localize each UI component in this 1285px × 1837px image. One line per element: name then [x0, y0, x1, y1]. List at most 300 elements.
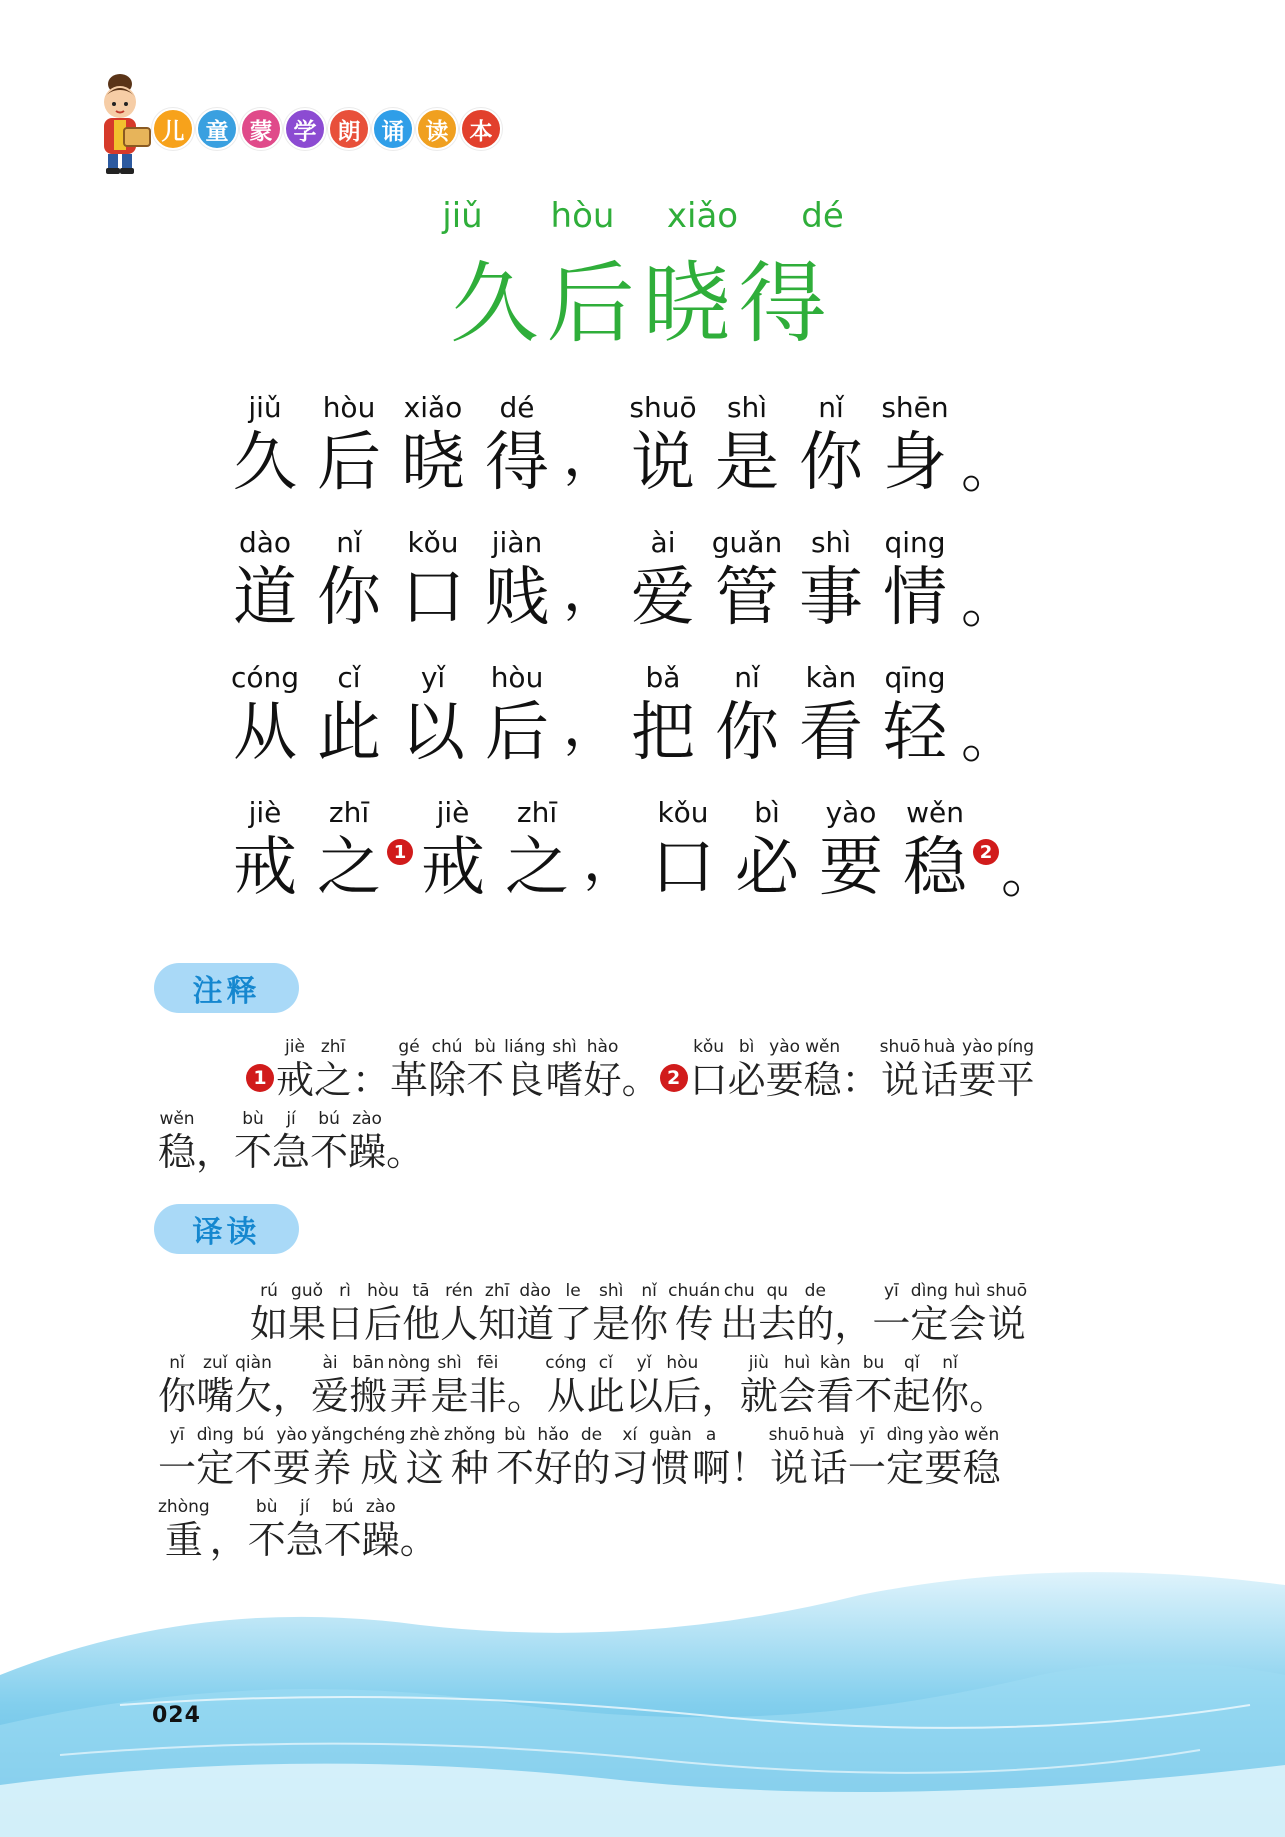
ruby-character	[728, 1036, 766, 1102]
poem-punctuation: ，	[563, 559, 619, 624]
poem-character	[623, 660, 703, 770]
pinyin: dào	[519, 1281, 551, 1301]
hanzi: 成	[360, 1446, 399, 1490]
pinyin: rén	[445, 1281, 474, 1301]
pinyin: qu	[766, 1281, 789, 1301]
poem-character	[727, 795, 807, 905]
pinyin: bú	[331, 1497, 354, 1517]
ruby-character	[326, 1280, 364, 1346]
ruby-character	[986, 1280, 1027, 1346]
hanzi: 好	[534, 1446, 573, 1490]
translation-line	[158, 1496, 1128, 1562]
ruby-character	[210, 1496, 248, 1562]
poem-character	[875, 525, 955, 635]
pinyin: huì	[954, 1281, 981, 1301]
ruby-character	[842, 1036, 880, 1102]
ruby-character	[554, 1280, 592, 1346]
translation-line	[158, 1352, 1128, 1418]
hanzi: 是	[430, 1374, 469, 1418]
hanzi: 不	[854, 1374, 893, 1418]
poem-punctuation: 。	[961, 571, 1017, 636]
ruby-character	[496, 1424, 534, 1490]
title-pinyin	[0, 196, 1285, 238]
ruby-character	[587, 1352, 625, 1418]
pinyin: cóng	[545, 1353, 587, 1373]
pinyin: xiǎo	[403, 391, 463, 424]
hanzi: 。	[621, 1058, 660, 1102]
poem-character	[413, 795, 493, 905]
hanzi: 必	[735, 831, 799, 905]
ruby-character	[816, 1352, 854, 1418]
ruby-character	[910, 1280, 948, 1346]
hanzi: ，	[834, 1302, 873, 1346]
pinyin: dìng	[196, 1425, 234, 1445]
pinyin: jiù	[748, 1353, 769, 1373]
watercolor-waves-decoration	[0, 1555, 1285, 1837]
pinyin: huì	[783, 1353, 811, 1373]
hanzi: 如	[250, 1302, 289, 1346]
footnote-marker: 2	[660, 1064, 688, 1092]
poem-character	[309, 525, 389, 635]
ruby-character	[250, 1280, 288, 1346]
hanzi: 稳	[962, 1446, 1001, 1490]
pinyin: yào	[825, 796, 877, 829]
ruby-character	[834, 1280, 872, 1346]
poem-character	[791, 660, 871, 770]
pinyin: rì	[339, 1281, 351, 1301]
hanzi: 道	[233, 561, 297, 635]
ruby-character	[288, 1280, 326, 1346]
pinyin: gé	[398, 1037, 420, 1057]
ruby-character	[855, 1352, 893, 1418]
poem-character	[643, 795, 723, 905]
hanzi: 久	[233, 426, 297, 500]
ruby-character	[507, 1352, 545, 1418]
footnote-marker: 1	[387, 839, 413, 865]
hanzi: 是	[592, 1302, 631, 1346]
ruby-character	[622, 1036, 660, 1102]
pinyin: qǐ	[904, 1353, 920, 1373]
ruby-character	[352, 1036, 390, 1102]
hanzi: 晓	[401, 426, 465, 500]
hanzi: 戒	[276, 1058, 315, 1102]
pinyin: zào	[365, 1497, 396, 1517]
pinyin: bu	[862, 1353, 885, 1373]
poem-character	[477, 390, 557, 500]
hanzi: 爱	[311, 1374, 350, 1418]
pinyin: bù	[255, 1497, 278, 1517]
hanzi: 不	[495, 1446, 534, 1490]
ruby-character	[324, 1496, 362, 1562]
ruby-character	[958, 1036, 996, 1102]
hanzi: 从	[546, 1374, 585, 1418]
pinyin: hǎo	[537, 1425, 570, 1445]
series-title-bubbles	[152, 108, 502, 150]
hanzi: 不	[466, 1058, 505, 1102]
hanzi: 把	[631, 696, 695, 770]
pinyin: bù	[242, 1109, 264, 1129]
title-pinyin-syllable: jiǔ	[442, 196, 483, 236]
pinyin: bù	[504, 1425, 526, 1445]
ruby-character	[920, 1036, 958, 1102]
hanzi: 后	[663, 1374, 702, 1418]
pinyin: shì	[552, 1037, 577, 1057]
hanzi: 说	[987, 1302, 1026, 1346]
pinyin: bú	[242, 1425, 265, 1445]
hanzi: 说	[881, 1058, 920, 1102]
hanzi: 革	[390, 1058, 429, 1102]
pinyin: bǎ	[645, 661, 681, 694]
hanzi: 定	[910, 1302, 949, 1346]
poem-character	[497, 795, 577, 905]
pinyin: shì	[726, 391, 768, 424]
pinyin: jiè	[248, 796, 282, 829]
pinyin: qīng	[884, 661, 946, 694]
pinyin: xí	[622, 1425, 638, 1445]
pinyin: jiàn	[491, 526, 543, 559]
title-pinyin-syllable: hòu	[550, 196, 615, 236]
hanzi: 口	[689, 1058, 728, 1102]
ruby-character	[400, 1496, 438, 1562]
pinyin: yào	[962, 1037, 993, 1057]
hanzi: 就	[739, 1374, 778, 1418]
pinyin: hòu	[367, 1281, 400, 1301]
poem-character	[309, 390, 389, 500]
pinyin: jiè	[436, 796, 470, 829]
hanzi: 种	[450, 1446, 489, 1490]
ruby-character	[692, 1424, 730, 1490]
series-char-bubble: 朗	[328, 108, 370, 150]
pinyin: zhī	[484, 1281, 510, 1301]
hanzi: 稳	[803, 1058, 842, 1102]
notes-label: 注释	[154, 963, 299, 1013]
pinyin: píng	[996, 1037, 1035, 1057]
hanzi: 之	[317, 831, 381, 905]
pinyin: chuán	[668, 1281, 721, 1301]
hanzi: ：	[352, 1058, 391, 1102]
hanzi: 去	[758, 1302, 797, 1346]
hanzi: 此	[586, 1374, 625, 1418]
pinyin: chú	[431, 1037, 463, 1057]
ruby-character	[572, 1424, 610, 1490]
footnote-marker: 2	[973, 839, 999, 865]
pinyin: kǒu	[657, 796, 709, 829]
pinyin: dào	[238, 526, 292, 559]
notes-line	[158, 1108, 1128, 1174]
ruby-character	[997, 1036, 1035, 1102]
hanzi: 戒	[233, 831, 297, 905]
hanzi: 。	[386, 1130, 425, 1174]
pinyin: liáng	[504, 1037, 546, 1057]
hanzi: 出	[720, 1302, 759, 1346]
pinyin: ài	[650, 526, 676, 559]
hanzi: 后	[485, 696, 549, 770]
ruby-character	[348, 1108, 386, 1174]
ruby-character	[402, 1280, 440, 1346]
hanzi: 不	[234, 1130, 273, 1174]
poem-character	[309, 660, 389, 770]
hanzi: 会	[778, 1374, 817, 1418]
ruby-character	[893, 1352, 931, 1418]
pinyin: jiǔ	[248, 391, 282, 424]
hanzi: 以	[625, 1374, 664, 1418]
ruby-character	[625, 1352, 663, 1418]
pinyin: jiè	[285, 1037, 305, 1057]
poem-character	[707, 525, 787, 635]
pinyin: chéng	[353, 1425, 406, 1445]
hanzi: 一	[847, 1446, 886, 1490]
hanzi: 弄	[389, 1374, 428, 1418]
notes-line	[246, 1036, 1216, 1102]
pinyin: jí	[299, 1497, 310, 1517]
ruby-character	[740, 1352, 778, 1418]
footnote-marker: 1	[246, 1064, 274, 1092]
hanzi: 搬	[349, 1374, 388, 1418]
hanzi: 的	[572, 1446, 611, 1490]
poem-character	[875, 660, 955, 770]
pinyin: bú	[318, 1109, 340, 1129]
hanzi: 重	[164, 1518, 203, 1562]
hanzi: 你	[799, 426, 863, 500]
poem-character	[309, 795, 389, 905]
ruby-character	[362, 1496, 400, 1562]
hanzi: 你	[931, 1374, 970, 1418]
ruby-character	[406, 1424, 444, 1490]
pinyin: yǐ	[420, 661, 446, 694]
child-reading-mascot-icon	[90, 68, 154, 176]
poem-character	[393, 660, 473, 770]
poem-character	[707, 390, 787, 500]
pinyin: bì	[738, 1037, 755, 1057]
poem-punctuation: ，	[563, 424, 619, 489]
ruby-character	[388, 1352, 431, 1418]
ruby-character	[516, 1280, 554, 1346]
translation-label: 译读	[154, 1204, 299, 1254]
ruby-character	[730, 1424, 768, 1490]
hanzi: 的	[796, 1302, 835, 1346]
ruby-character	[702, 1352, 740, 1418]
hanzi: ，	[196, 1130, 235, 1174]
hanzi: 是	[715, 426, 779, 500]
hanzi: ，	[209, 1518, 248, 1562]
hanzi: ：	[841, 1058, 880, 1102]
hanzi: 稳	[158, 1130, 197, 1174]
ruby-character	[663, 1352, 701, 1418]
translation-line	[158, 1424, 1128, 1490]
series-char-bubble: 本	[460, 108, 502, 150]
pinyin: nǐ	[169, 1353, 185, 1373]
hanzi: 不	[247, 1518, 286, 1562]
pinyin: dìng	[886, 1425, 924, 1445]
pinyin: kǒu	[407, 526, 459, 559]
hanzi: 看	[799, 696, 863, 770]
ruby-character	[196, 1352, 234, 1418]
poem-character	[707, 660, 787, 770]
poem-character	[791, 390, 871, 500]
hanzi: 口	[401, 561, 465, 635]
ruby-character	[931, 1352, 969, 1418]
hanzi: 这	[405, 1446, 444, 1490]
pinyin: cǐ	[337, 661, 361, 694]
translation-line	[250, 1280, 1220, 1346]
ruby-character	[158, 1352, 196, 1418]
hanzi: 急	[272, 1130, 311, 1174]
hanzi: 话	[809, 1446, 848, 1490]
pinyin: nǐ	[641, 1281, 657, 1301]
title-pinyin-syllable: xiǎo	[666, 196, 739, 236]
pinyin: kǒu	[693, 1037, 725, 1057]
ruby-character	[353, 1424, 405, 1490]
ruby-character	[545, 1352, 586, 1418]
hanzi: 日	[326, 1302, 365, 1346]
pinyin: le	[565, 1281, 581, 1301]
pinyin: zhòng	[158, 1497, 210, 1517]
hanzi: 你	[158, 1374, 197, 1418]
ruby-character	[311, 1352, 349, 1418]
ruby-character	[720, 1280, 758, 1346]
hanzi: 躁	[361, 1518, 400, 1562]
hanzi: 传	[675, 1302, 714, 1346]
title-pinyin-syllable: dé	[801, 196, 844, 236]
ruby-character	[390, 1036, 428, 1102]
hanzi: 他	[402, 1302, 441, 1346]
pinyin: dìng	[910, 1281, 948, 1301]
pinyin: zào	[352, 1109, 382, 1129]
poem-character	[393, 390, 473, 500]
pinyin: a	[705, 1425, 717, 1445]
series-char-bubble: 读	[416, 108, 458, 150]
ruby-character	[286, 1496, 324, 1562]
poem-character	[895, 795, 975, 905]
ruby-character	[886, 1424, 924, 1490]
pinyin: bù	[474, 1037, 496, 1057]
poem-character	[623, 525, 703, 635]
hanzi: 要	[958, 1058, 997, 1102]
pinyin: yào	[927, 1425, 959, 1445]
ruby-character	[534, 1424, 572, 1490]
series-char-bubble: 童	[196, 108, 238, 150]
ruby-character	[273, 1424, 311, 1490]
hanzi: 戒	[421, 831, 485, 905]
ruby-character	[546, 1036, 584, 1102]
pinyin: huà	[923, 1037, 956, 1057]
poem-punctuation: ，	[583, 829, 639, 894]
ruby-character	[444, 1424, 496, 1490]
ruby-character	[592, 1280, 630, 1346]
pinyin: zuǐ	[203, 1353, 228, 1373]
hanzi: 要	[819, 831, 883, 905]
hanzi: 定	[886, 1446, 925, 1490]
hanzi: 后	[364, 1302, 403, 1346]
ruby-character	[948, 1280, 986, 1346]
hanzi: 爱	[631, 561, 695, 635]
ruby-character	[963, 1424, 1001, 1490]
ruby-character	[584, 1036, 622, 1102]
pinyin: kàn	[805, 661, 857, 694]
ruby-character	[158, 1424, 196, 1490]
ruby-character	[276, 1036, 314, 1102]
pinyin: guàn	[649, 1425, 692, 1445]
hanzi: ！	[730, 1446, 769, 1490]
poem-character	[623, 390, 703, 500]
hanzi: 好	[583, 1058, 622, 1102]
hanzi: 情	[883, 561, 947, 635]
pinyin: wěn	[805, 1037, 841, 1057]
pinyin: zhī	[328, 796, 370, 829]
ruby-character	[969, 1352, 1007, 1418]
hanzi: 嘴	[196, 1374, 235, 1418]
hanzi: 管	[715, 561, 779, 635]
pinyin: cóng	[230, 661, 300, 694]
pinyin: ài	[322, 1353, 338, 1373]
hanzi: 之	[505, 831, 569, 905]
hanzi: 之	[314, 1058, 353, 1102]
ruby-character	[248, 1496, 286, 1562]
poem-character	[393, 525, 473, 635]
ruby-character	[649, 1424, 692, 1490]
poem-character	[875, 390, 955, 500]
hanzi: 此	[317, 696, 381, 770]
hanzi: 嗜	[545, 1058, 584, 1102]
hanzi: 不	[310, 1130, 349, 1174]
ruby-character	[235, 1352, 273, 1418]
ruby-character	[430, 1352, 468, 1418]
hanzi: 贱	[485, 561, 549, 635]
ruby-character	[769, 1424, 810, 1490]
ruby-character	[504, 1036, 545, 1102]
pinyin: yī	[883, 1281, 899, 1301]
ruby-character	[311, 1424, 353, 1490]
poem-character	[477, 525, 557, 635]
hanzi: 急	[285, 1518, 324, 1562]
ruby-character	[810, 1424, 848, 1490]
hanzi: 要	[924, 1446, 963, 1490]
pinyin: kàn	[819, 1353, 851, 1373]
hanzi: 要	[765, 1058, 804, 1102]
pinyin: de	[580, 1425, 603, 1445]
hanzi: 。	[969, 1374, 1008, 1418]
pinyin: rú	[260, 1281, 278, 1301]
pinyin: qing	[884, 526, 946, 559]
series-char-bubble: 儿	[152, 108, 194, 150]
hanzi: 养	[313, 1446, 352, 1490]
hanzi: 除	[428, 1058, 467, 1102]
ruby-character	[364, 1280, 402, 1346]
ruby-character	[872, 1280, 910, 1346]
pinyin: shēn	[881, 391, 949, 424]
hanzi: 人	[440, 1302, 479, 1346]
hanzi: 话	[920, 1058, 959, 1102]
pinyin: wěn	[906, 796, 964, 829]
hanzi: 。	[399, 1518, 438, 1562]
pinyin: nǐ	[818, 391, 844, 424]
ruby-character	[630, 1280, 668, 1346]
hanzi: 你	[317, 561, 381, 635]
hanzi: 知	[478, 1302, 517, 1346]
poem-punctuation: 。	[961, 436, 1017, 501]
hanzi: 从	[233, 696, 297, 770]
hanzi: 啊	[692, 1446, 731, 1490]
ruby-character	[880, 1036, 921, 1102]
hanzi: 。	[506, 1374, 545, 1418]
series-char-bubble: 学	[284, 108, 326, 150]
pinyin: shuō	[879, 1037, 921, 1057]
pinyin: wěn	[159, 1109, 195, 1129]
pinyin: cǐ	[598, 1353, 613, 1373]
pinyin: nǐ	[734, 661, 760, 694]
hanzi: 看	[816, 1374, 855, 1418]
poem-character	[791, 525, 871, 635]
